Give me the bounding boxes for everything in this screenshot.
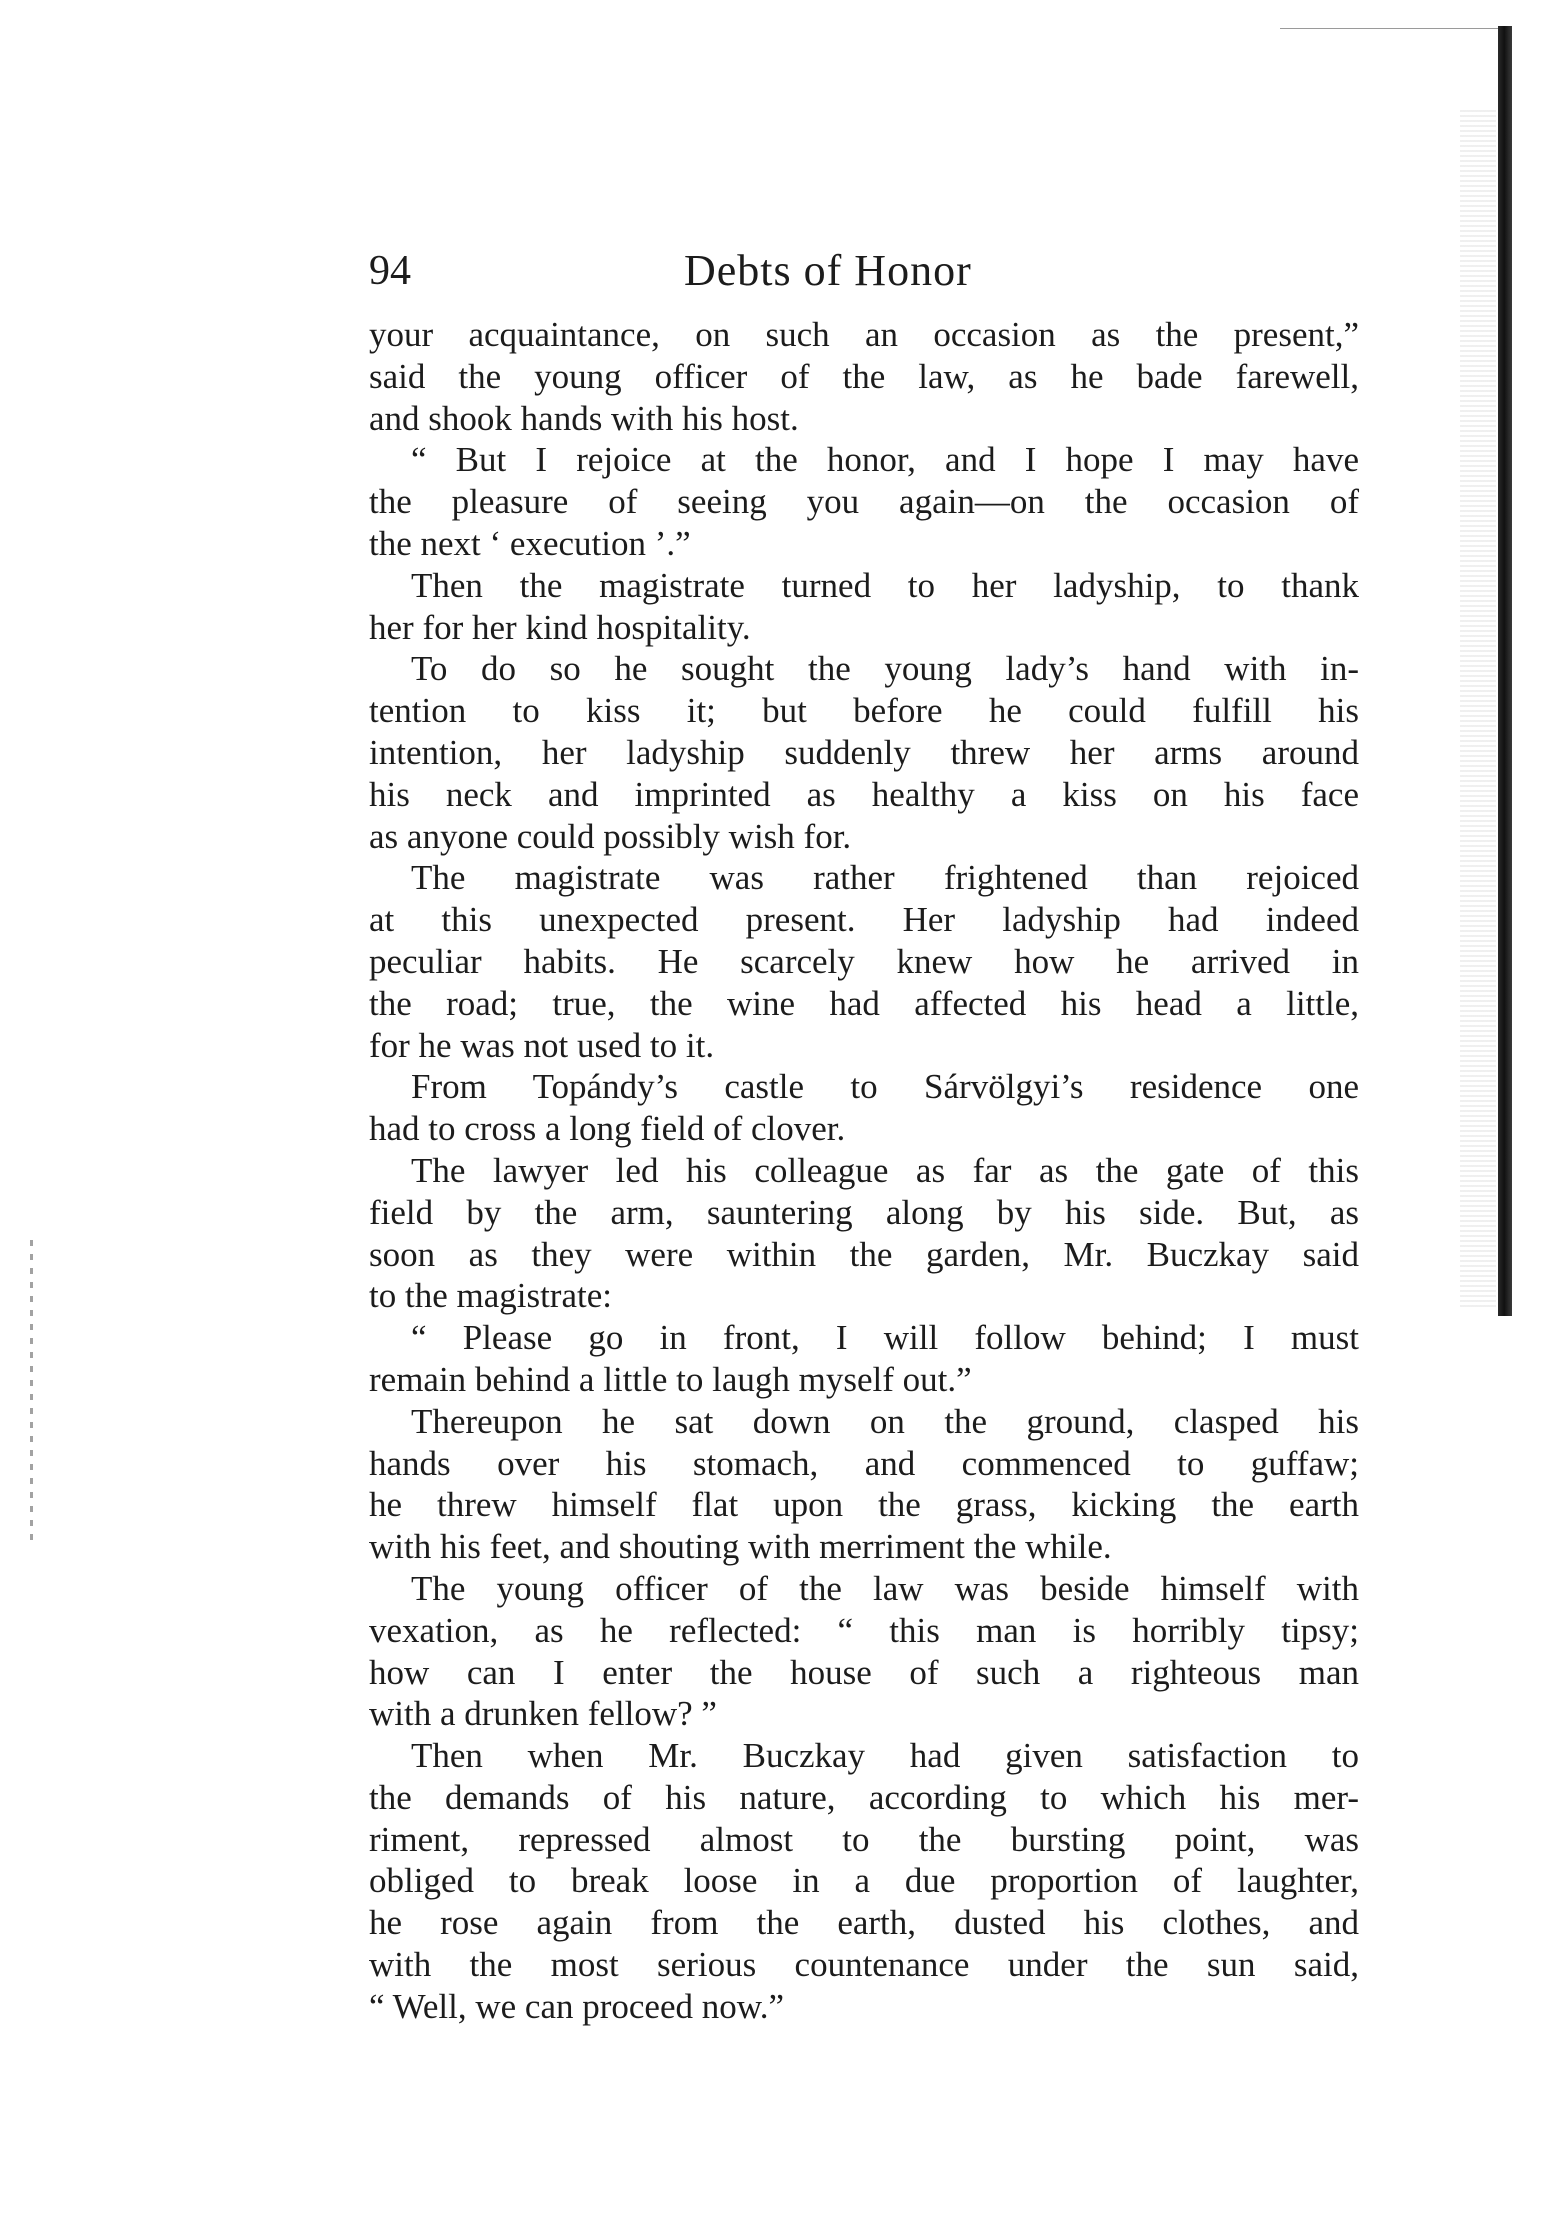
text-line: had to cross a long field of clover. (369, 1109, 846, 1149)
scan-binding-edge (1498, 26, 1512, 1316)
text-line: Then when Mr. Buczkay had given satisfaction to (411, 1736, 1359, 1776)
text-line: with the most serious countenance under the sun said, (369, 1945, 1359, 1985)
scan-edge-shadow (1460, 110, 1496, 1310)
text-line: at this unexpected present. Her ladyship had indeed (369, 900, 1359, 940)
running-title: Debts of Honor (684, 246, 972, 295)
scan-left-margin-marks (30, 1240, 33, 1540)
text-line: peculiar habits. He scarcely knew how he arrived in (369, 941, 1359, 981)
text-line: with his feet, and shouting with merriment the while. (369, 1527, 1112, 1567)
text-line: From Topándy’s castle to Sárvölgyi’s residence one (411, 1067, 1359, 1107)
text-line: The young officer of the law was beside himself with (411, 1568, 1359, 1608)
page-header (369, 236, 1069, 306)
text-line: to the magistrate: (369, 1276, 612, 1316)
text-line: Then the magistrate turned to her ladyship, to thank (411, 565, 1359, 605)
text-line: how can I enter the house of such a righteous man (369, 1652, 1359, 1692)
text-line: he rose again from the earth, dusted his clothes, and (369, 1903, 1359, 1943)
scan-top-rule (1280, 28, 1500, 29)
text-line: The lawyer led his colleague as far as the gate of this (411, 1150, 1359, 1190)
text-line: with a drunken fellow? ” (369, 1694, 717, 1734)
text-line: his neck and imprinted as healthy a kiss on his face (369, 774, 1359, 814)
text-line: as anyone could possibly wish for. (369, 816, 852, 856)
text-line: the pleasure of seeing you again—on the occasion of (369, 482, 1359, 522)
text-line: said the young officer of the law, as he bade farewell, (369, 356, 1359, 396)
text-line: “ But I rejoice at the honor, and I hope I may have (411, 440, 1359, 480)
text-line: the road; true, the wine had affected his head a little, (369, 983, 1359, 1023)
text-line: Thereupon he sat down on the ground, clasped his (411, 1401, 1359, 1441)
text-line: tention to kiss it; but before he could fulfill his (369, 691, 1359, 731)
text-line: To do so he sought the young lady’s hand with in- (411, 649, 1359, 689)
text-line: soon as they were within the garden, Mr. Buczkay said (369, 1234, 1359, 1274)
text-line: the demands of his nature, according to which his mer- (369, 1777, 1359, 1817)
text-line: intention, her ladyship suddenly threw her arms around (369, 732, 1359, 772)
page-number: 94 (369, 248, 411, 294)
text-line: “ Please go in front, I will follow behind; I must (411, 1318, 1359, 1358)
text-line: the next ‘ execution ’.” (369, 523, 691, 563)
body-text (369, 314, 1359, 2028)
text-line: for he was not used to it. (369, 1025, 715, 1065)
text-line: field by the arm, sauntering along by his side. But, as (369, 1192, 1359, 1232)
text-line: he threw himself flat upon the grass, kicking the earth (369, 1485, 1359, 1525)
text-line: and shook hands with his host. (369, 398, 799, 438)
text-line: remain behind a little to laugh myself out.” (369, 1359, 972, 1399)
text-line: your acquaintance, on such an occasion as the present,” (369, 315, 1359, 354)
text-line: “ Well, we can proceed now.” (369, 1986, 785, 2026)
text-line: her for her kind hospitality. (369, 607, 751, 647)
text-line: The magistrate was rather frightened than rejoiced (411, 858, 1359, 898)
text-line: vexation, as he reflected: “ this man is horribly tipsy; (369, 1610, 1359, 1650)
text-line: riment, repressed almost to the bursting point, was (369, 1819, 1359, 1859)
text-line: hands over his stomach, and commenced to guffaw; (369, 1443, 1359, 1483)
text-line: obliged to break loose in a due proportion of laughter, (369, 1861, 1359, 1901)
